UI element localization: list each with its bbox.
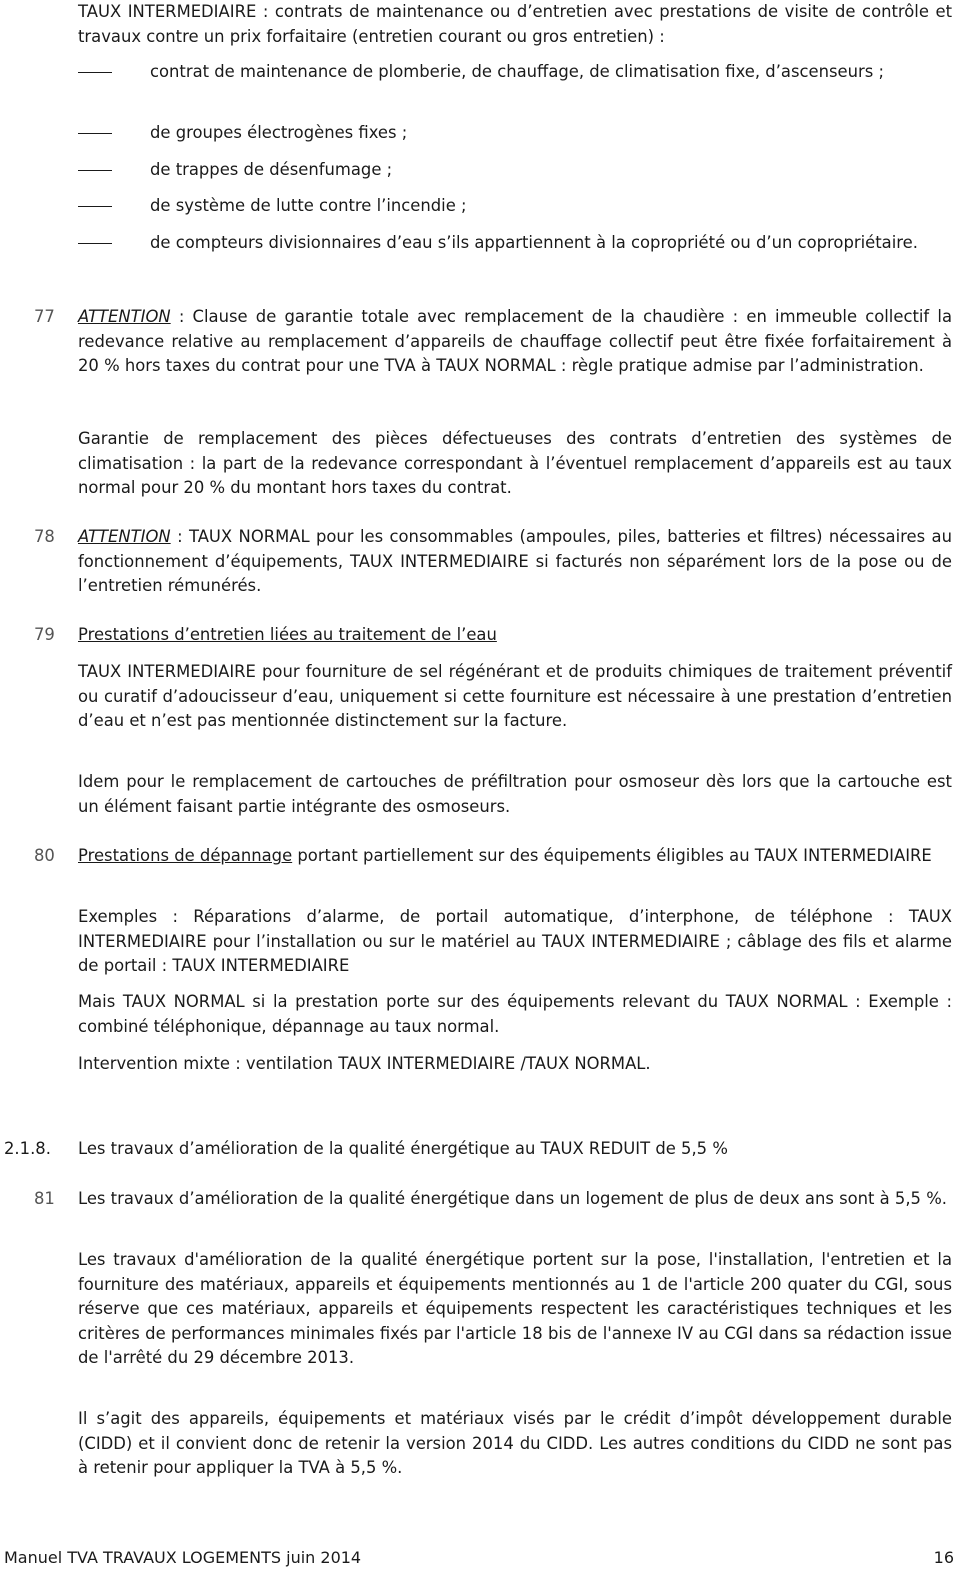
paragraph-79-cartridge: Idem pour le remplacement de cartouches de préfiltration pour osmoseur dès lors que la cartouche est un élément faisant partie intégrante des osmoseurs. [78, 772, 952, 816]
paragraph-77-guarantee: Garantie de remplacement des pièces défectueuses des contrats d’entretien des systèmes de climatisation : la part de la redevance correspondant à l’éventuel remplacement d’appareils est au taux normal pour 20 % du montant hors taxes du contrat. [78, 429, 952, 497]
list-item: de trappes de désenfumage ; [150, 160, 393, 179]
paragraph-text: : TAUX NORMAL pour les consommables (ampoules, piles, batteries et filtres) nécessaires au fonctionnement d’équipements, TAUX INTERMEDIAIRE si facturés non séparément lors de la pose ou de l’entretien rémunérés. [78, 527, 952, 595]
paragraph-number: 80 [34, 846, 55, 865]
paragraph-80-mixed: Intervention mixte : ventilation TAUX INTERMEDIAIRE /TAUX NORMAL. [78, 1054, 651, 1073]
paragraph-79-heading [78, 623, 952, 648]
section-title: Les travaux d’amélioration de la qualité énergétique au TAUX REDUIT de 5,5 % [78, 1139, 728, 1158]
list-item: contrat de maintenance de plomberie, de chauffage, de climatisation fixe, d’ascenseurs ; [150, 62, 885, 81]
section-number: 2.1.8. [4, 1139, 51, 1158]
attention-label: ATTENTION [78, 527, 171, 546]
paragraph-text: : Clause de garantie totale avec remplacement de la chaudière : en immeuble collectif la redevance relative au remplacement d’appareils de chauffage collectif peut être fixée forfaitairement à 20 % hors taxes du contrat pour une TVA à TAUX NORMAL : règle pratique admise par l’administration. [78, 307, 952, 375]
paragraph-81-cidd: Il s’agit des appareils, équipements et matériaux visés par le crédit d’impôt développement durable (CIDD) et il convient donc de retenir la version 2014 du CIDD. Les autres conditions du CIDD ne sont pas à retenir pour appliquer la TVA à 5,5 %. [78, 1409, 952, 1477]
paragraph-81-detail: Les travaux d'amélioration de la qualité énergétique portent sur la pose, l'installation, l'entretien et la fourniture des matériaux, appareils et équipements mentionnés au 1 de l'article 200 quater du CGI, sous réserve que ces matériaux, appareils et équipements respectent les caractéristiques techniques et les critères de performances minimales fixés par l'article 18 bis de l'annexe IV au CGI dans sa rédaction issue de l'arrêté du 29 décembre 2013. [78, 1250, 952, 1367]
paragraph-80-normal: Mais TAUX NORMAL si la prestation porte sur des équipements relevant du TAUX NORMAL : Exemple : combiné téléphonique, dépannage au taux normal. [78, 992, 952, 1036]
paragraph-78 [78, 525, 952, 599]
page-number: 16 [933, 1548, 954, 1567]
heading-underlined: Prestations de dépannage [78, 846, 293, 865]
list-item: de compteurs divisionnaires d’eau s’ils appartiennent à la copropriété ou d’un copropriétaire. [150, 233, 918, 252]
paragraph-number: 81 [34, 1189, 55, 1208]
paragraph-number: 79 [34, 625, 55, 644]
paragraph-number: 78 [34, 527, 55, 546]
paragraph-77 [78, 305, 952, 379]
footer-title: Manuel TVA TRAVAUX LOGEMENTS juin 2014 [4, 1548, 362, 1567]
list-item: de système de lutte contre l’incendie ; [150, 196, 467, 215]
paragraph-79-water: TAUX INTERMEDIAIRE pour fourniture de sel régénérant et de produits chimiques de traitement préventif ou curatif d’adoucisseur d’eau, uniquement si cette fourniture est nécessaire à une prestation d’entretien d’eau et n’est pas mentionnée distinctement sur la facture. [78, 662, 952, 730]
heading-rest: portant partiellement sur des équipements éligibles au TAUX INTERMEDIAIRE [292, 846, 932, 865]
heading-underlined: Prestations d’entretien liées au traitement de l’eau [78, 625, 497, 644]
paragraph-81: Les travaux d’amélioration de la qualité énergétique dans un logement de plus de deux ans sont à 5,5 %. [78, 1189, 947, 1208]
intro-paragraph: TAUX INTERMEDIAIRE : contrats de maintenance ou d’entretien avec prestations de visite de contrôle et travaux contre un prix forfaitaire (entretien courant ou gros entretien) : [78, 2, 952, 46]
list-item: de groupes électrogènes fixes ; [150, 123, 408, 142]
attention-label: ATTENTION [78, 307, 171, 326]
paragraph-80-heading [78, 844, 952, 869]
paragraph-number: 77 [34, 307, 55, 326]
paragraph-80-examples: Exemples : Réparations d’alarme, de portail automatique, d’interphone, de téléphone : TAUX INTERMEDIAIRE pour l’installation ou sur le matériel au TAUX INTERMEDIAIRE ; câblage des fils et alarme de portail : TAUX INTERMEDIAIRE [78, 907, 952, 975]
